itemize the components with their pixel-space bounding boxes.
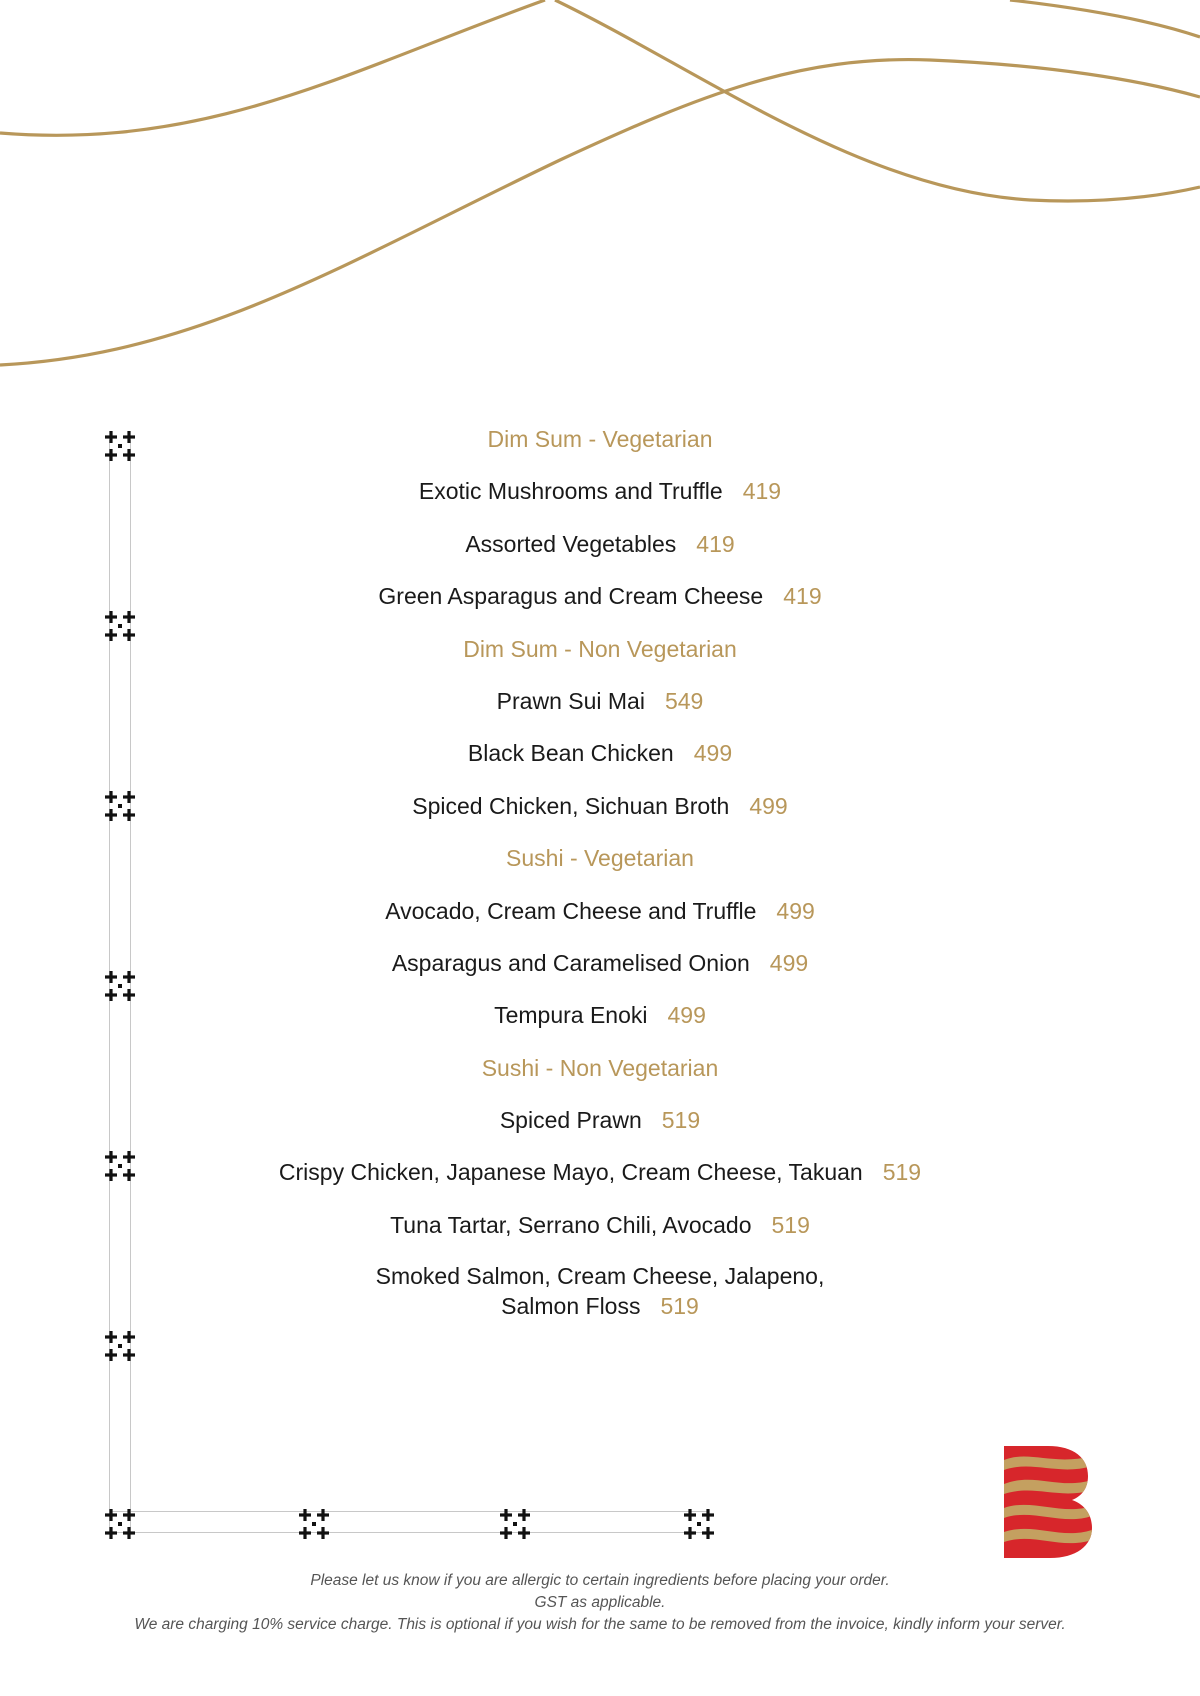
menu-item [160, 780, 1040, 832]
item-price: 499 [693, 740, 733, 767]
menu-list [160, 413, 1040, 1325]
item-price: 499 [667, 1002, 706, 1029]
menu-item [160, 1251, 1040, 1325]
item-name-line2: Salmon Floss [501, 1293, 641, 1320]
menu-item [160, 570, 1040, 622]
item-name: Crispy Chicken, Japanese Mayo, Cream Cheese, Takuan [278, 1159, 863, 1186]
cross-cluster-icon [102, 1148, 138, 1184]
item-price: 499 [769, 949, 809, 976]
section-heading: Sushi - Vegetarian [506, 845, 694, 872]
cross-cluster-icon [102, 608, 138, 644]
menu-item [160, 1146, 1040, 1198]
item-name: Avocado, Cream Cheese and Truffle [385, 897, 757, 924]
cross-cluster-icon [102, 968, 138, 1004]
item-price: 499 [749, 792, 788, 819]
menu-item [160, 989, 1040, 1041]
item-name: Exotic Mushrooms and Truffle [418, 478, 723, 505]
item-price: 519 [661, 1107, 701, 1134]
item-price: 419 [742, 478, 782, 505]
menu-item [160, 937, 1040, 989]
cross-cluster-icon [102, 1506, 138, 1542]
cross-cluster-icon [102, 788, 138, 824]
cross-cluster-icon [102, 1328, 138, 1364]
item-price: 519 [771, 1211, 810, 1238]
item-price: 419 [783, 583, 822, 610]
b-brand-logo-icon [1004, 1446, 1092, 1558]
allergy-note: Please let us know if you are allergic to certain ingredients before placing your order. [310, 1572, 890, 1589]
gold-wave-decoration [0, 0, 1200, 380]
menu-item [160, 727, 1040, 779]
item-name: Spiced Chicken, Sichuan Broth [412, 792, 730, 819]
menu-item [160, 675, 1040, 727]
item-price: 549 [664, 687, 704, 714]
menu-item [160, 885, 1040, 937]
item-name: Green Asparagus and Cream Cheese [378, 583, 764, 610]
menu-item [160, 1199, 1040, 1251]
footer-notes [0, 1570, 1200, 1636]
gst-note: GST as applicable. [534, 1594, 666, 1611]
item-price: 419 [696, 530, 735, 557]
item-name: Tempura Enoki [494, 1002, 648, 1029]
item-price: 519 [660, 1293, 699, 1320]
item-name: Assorted Vegetables [465, 530, 677, 557]
cross-cluster-icon [102, 428, 138, 464]
section-heading: Dim Sum - Non Vegetarian [463, 635, 737, 662]
cross-cluster-icon [497, 1506, 533, 1542]
cross-cluster-icon [296, 1506, 332, 1542]
menu-item [160, 465, 1040, 517]
section-heading: Sushi - Non Vegetarian [481, 1054, 719, 1081]
frame-line-bottom-outer [109, 1511, 709, 1512]
menu-item [160, 1094, 1040, 1146]
cross-cluster-icon [681, 1506, 717, 1542]
item-name: Black Bean Chicken [467, 740, 674, 767]
item-price: 499 [776, 897, 815, 924]
item-price: 519 [882, 1159, 922, 1186]
menu-item [160, 518, 1040, 570]
item-name: Tuna Tartar, Serrano Chili, Avocado [390, 1211, 752, 1238]
item-name: Spiced Prawn [499, 1107, 642, 1134]
service-charge-note: We are charging 10% service charge. This is optional if you wish for the same to be removed from the invoice, kindly inform your server. [134, 1616, 1066, 1633]
item-name: Asparagus and Caramelised Onion [391, 949, 750, 976]
section-heading: Dim Sum - Vegetarian [487, 426, 713, 452]
item-name-line1: Smoked Salmon, Cream Cheese, Jalapeno, [375, 1263, 825, 1290]
item-name: Prawn Sui Mai [496, 687, 645, 714]
frame-line-bottom-inner [109, 1532, 709, 1533]
